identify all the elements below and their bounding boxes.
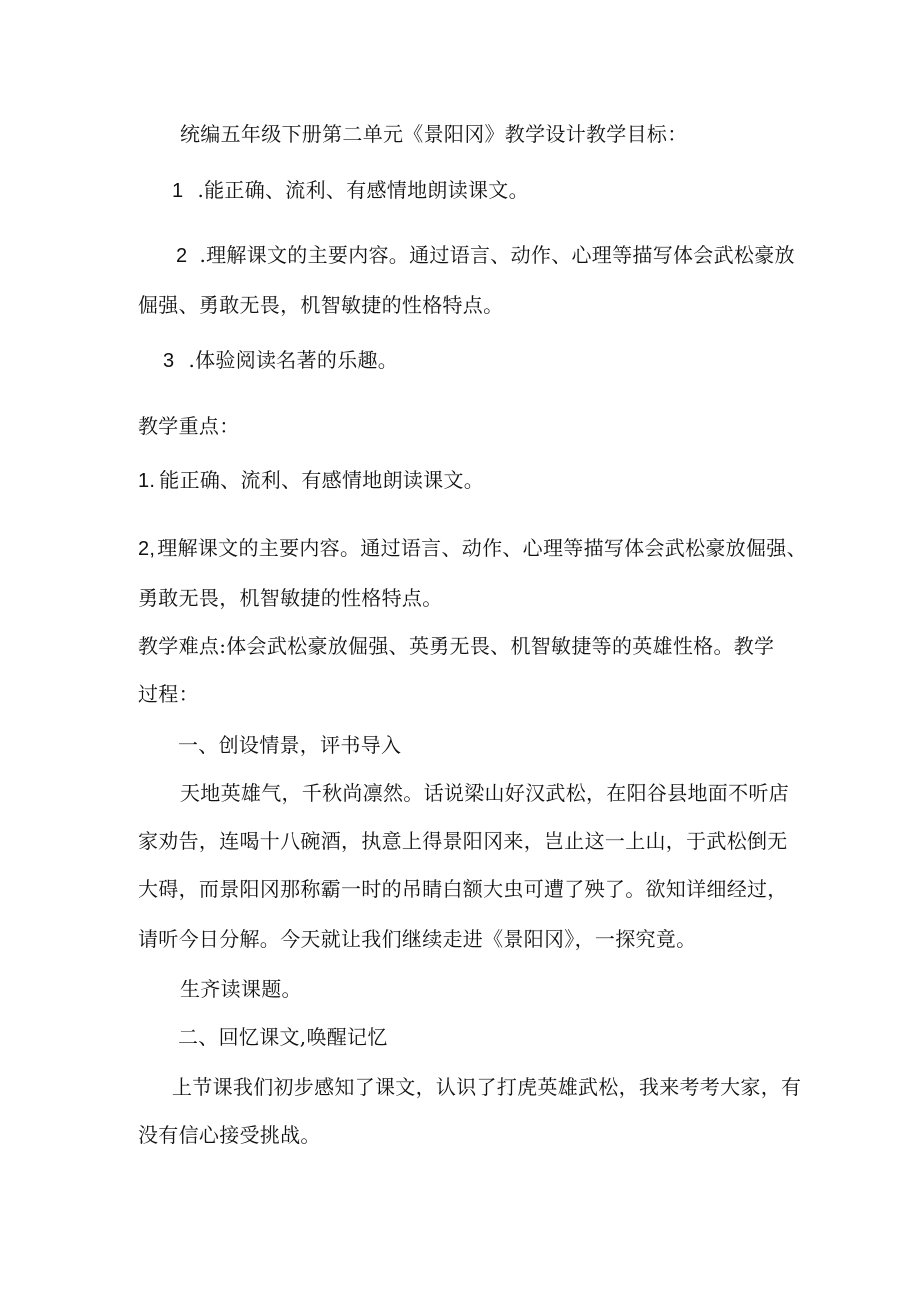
key-point-text: 理解课文的主要内容。通过语言、动作、心理等描写体会武松豪放倔强、 [157, 536, 807, 560]
section-2-para-line: 没有信心接受挑战。 [138, 1123, 321, 1147]
key-point-number: 1. [138, 470, 156, 492]
objective-3 [163, 346, 398, 375]
section-1-heading: 一、创设情景，评书导入 [178, 733, 402, 757]
key-point-1 [138, 466, 484, 495]
section-2-para-line: 上节课我们初步感知了课文，认识了打虎英雄武松，我来考考大家，有 [172, 1075, 802, 1099]
objective-text: .体验阅读名著的乐趣。 [188, 348, 399, 372]
objective-text: .理解课文的主要内容。通过语言、动作、心理等描写体会武松豪放 [199, 243, 795, 267]
objective-2 [176, 241, 795, 270]
section-1-para-line: 大碍，而景阳冈那称霸一时的吊睛白额大虫可遭了殃了。欲知详细经过， [138, 877, 788, 901]
section-2-heading: 二、回忆课文,唤醒记忆 [178, 1025, 388, 1049]
objective-2-continued: 倔强、勇敢无畏，机智敏捷的性格特点。 [138, 293, 504, 317]
key-point-text: 能正确、流利、有感情地朗读课文。 [159, 468, 485, 492]
objective-number: 1 [172, 180, 184, 202]
difficulty-line-2: 过程： [138, 682, 199, 706]
key-point-2 [138, 534, 807, 563]
section-1-action: 生齐读课题。 [180, 977, 302, 1001]
difficulty-line-1: 教学难点:体会武松豪放倔强、英勇无畏、机智敏捷等的英雄性格。教学 [138, 634, 775, 658]
section-1-para-line: 家劝告，连喝十八碗酒，执意上得景阳冈来，岂止这一上山，于武松倒无 [138, 829, 788, 853]
document-title: 统编五年级下册第二单元《景阳冈》教学设计教学目标： [180, 122, 688, 146]
objective-1 [172, 176, 529, 205]
key-point-number: 2, [138, 538, 156, 560]
section-1-para-line: 天地英雄气，千秋尚凛然。话说梁山好汉武松，在阳谷县地面不听店 [180, 781, 789, 805]
key-point-2-continued: 勇敢无畏，机智敏捷的性格特点。 [138, 586, 443, 610]
section-1-para-line: 请听今日分解。今天就让我们继续走进《景阳冈》，一探究竟。 [138, 927, 697, 951]
objective-text: .能正确、流利、有感情地朗读课文。 [197, 178, 529, 202]
objective-number: 3 [163, 350, 175, 372]
objective-number: 2 [176, 245, 188, 267]
key-points-heading: 教学重点： [138, 414, 240, 438]
